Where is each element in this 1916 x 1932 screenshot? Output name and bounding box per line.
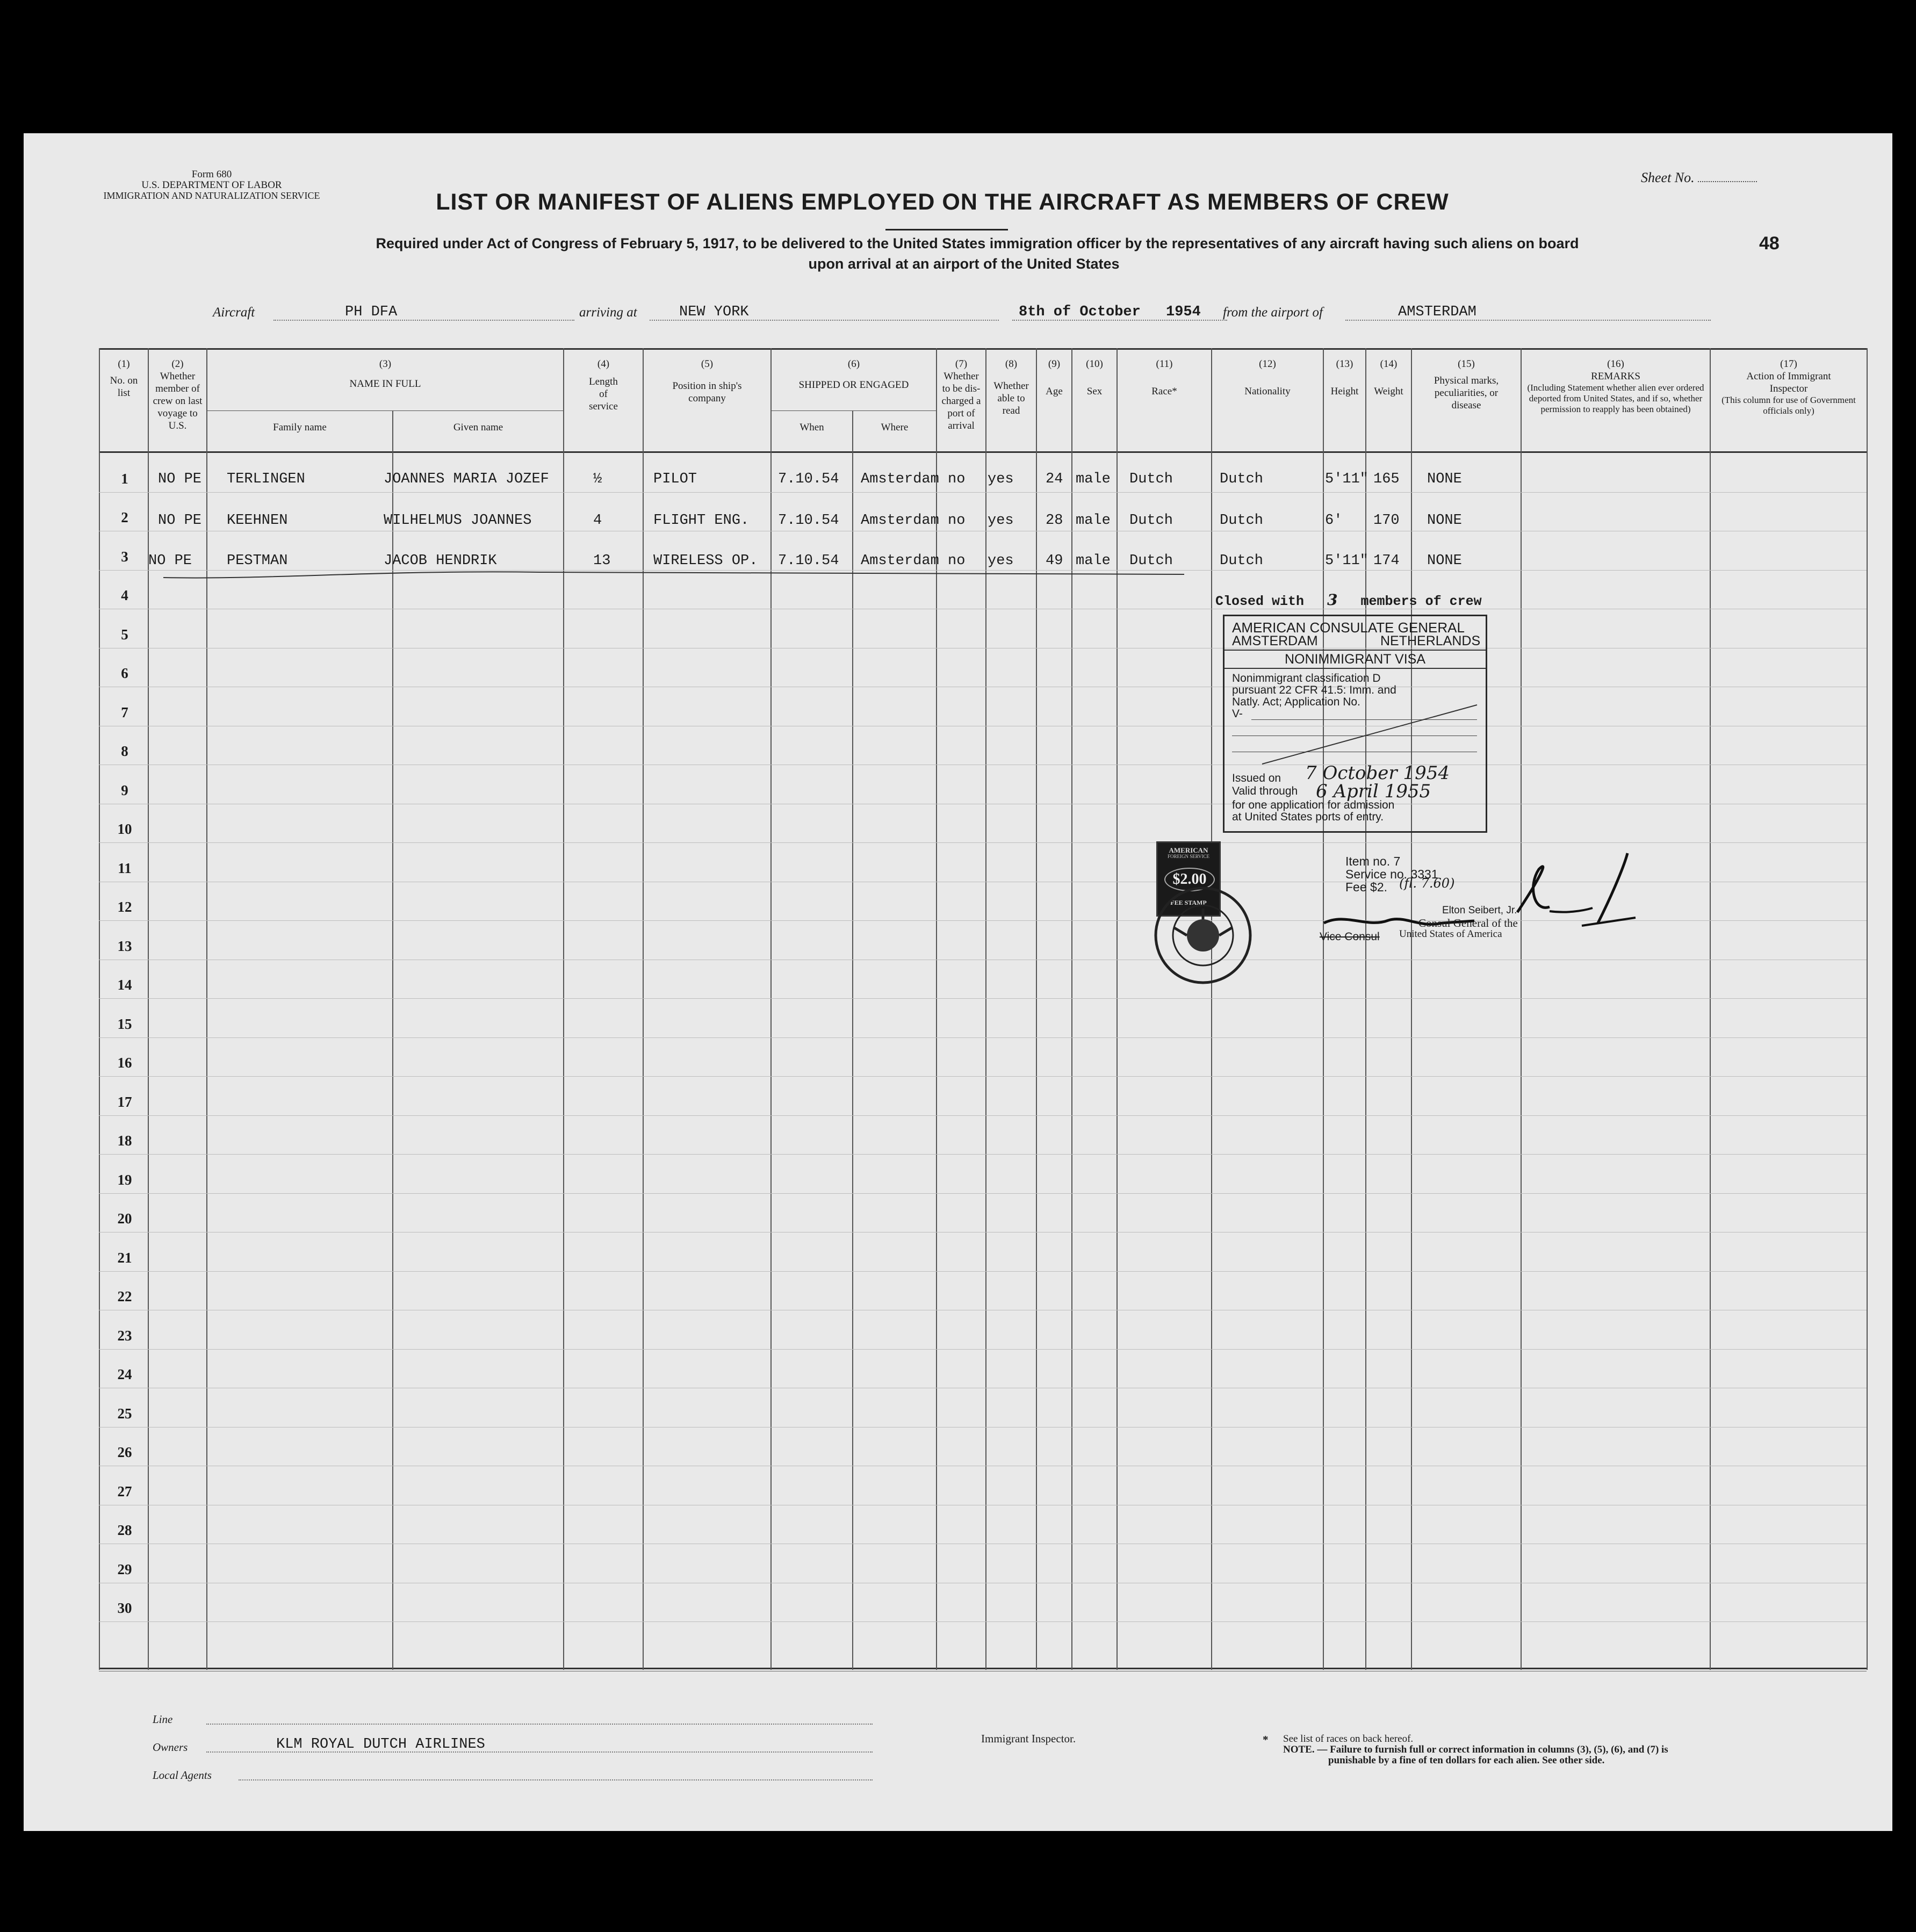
- sheet-label: Sheet No.: [1641, 170, 1695, 185]
- col-12-number: (12): [1259, 358, 1276, 370]
- nationality-cell: Dutch: [1220, 471, 1264, 487]
- table-bottom-rule: [99, 1668, 1867, 1669]
- issued-on-label: Issued on: [1232, 772, 1281, 784]
- position-cell: FLIGHT ENG.: [653, 513, 750, 529]
- able-to-read-cell: yes: [988, 553, 1014, 569]
- aircraft-value: PH DFA: [345, 304, 398, 320]
- col-15-number: (15): [1458, 358, 1475, 370]
- given-name-cell: WILHELMUS JOANNES: [384, 513, 532, 529]
- col-rule: [643, 348, 644, 1670]
- row-number: 14: [117, 977, 132, 993]
- col-3a-label: Family name: [273, 422, 327, 433]
- shipped-where-cell: Amsterdam: [861, 513, 939, 529]
- col-rule: [99, 348, 100, 1670]
- col-11-header: [1118, 358, 1211, 398]
- row-number: 5: [121, 626, 128, 643]
- col-17-label: Action of Immigrant Inspector: [1746, 371, 1831, 394]
- aircraft-dotline: [273, 320, 574, 321]
- row-rule: [99, 492, 1867, 493]
- family-name-cell: TERLINGEN: [227, 471, 305, 487]
- consulate-country: NETHERLANDS: [1380, 633, 1481, 648]
- consul-title: Consul General of the: [1418, 917, 1518, 929]
- row-number: 20: [117, 1210, 132, 1227]
- row-number: 4: [121, 587, 128, 603]
- row-number: 22: [117, 1288, 132, 1304]
- row-number: 18: [117, 1133, 132, 1149]
- able-to-read-cell: yes: [988, 471, 1014, 487]
- from-label: from the airport of: [1223, 305, 1323, 320]
- nationality-cell: Dutch: [1220, 553, 1264, 569]
- col-12-label: Nationality: [1244, 386, 1291, 397]
- col-10-label: Sex: [1086, 386, 1103, 397]
- name-subheader-rule: [206, 410, 563, 411]
- members-of-crew-label: members of crew: [1360, 594, 1482, 609]
- consulate-city: AMSTERDAM: [1232, 633, 1318, 648]
- row-number: 13: [117, 938, 132, 954]
- row-number: 3: [121, 548, 128, 565]
- issued-on-date: 7 October 1954: [1305, 762, 1450, 784]
- col-9-number: (9): [1048, 358, 1061, 370]
- col-10-number: (10): [1086, 358, 1103, 370]
- col-4-label: Length of service: [589, 376, 618, 412]
- col-9-header: [1037, 358, 1071, 398]
- shipped-when-cell: 7.10.54: [778, 553, 839, 569]
- aircraft-label: Aircraft: [213, 305, 255, 320]
- row-rule: [99, 998, 1867, 999]
- col-8-label: Whether able to read: [993, 380, 1029, 416]
- col-rule: [936, 348, 937, 1670]
- races-note: See list of races on back hereof.: [1283, 1733, 1414, 1744]
- length-of-service-cell: 13: [593, 553, 611, 569]
- row-rule: [99, 1271, 1867, 1272]
- col-13-number: (13): [1336, 358, 1353, 370]
- race-cell: Dutch: [1129, 471, 1173, 487]
- row-number: 9: [121, 782, 128, 798]
- length-of-service-cell: 4: [593, 513, 602, 529]
- row-rule: [99, 842, 1867, 843]
- valid-through-label: Valid through: [1232, 785, 1298, 797]
- row-number: 15: [117, 1015, 132, 1032]
- height-cell: 6': [1325, 513, 1343, 529]
- col-13-label: Height: [1330, 386, 1359, 397]
- visa-type: NONIMMIGRANT VISA: [1284, 652, 1426, 667]
- col-rule: [852, 410, 853, 1670]
- col-17-number: (17): [1780, 358, 1797, 370]
- item-number: Item no. 7: [1345, 854, 1401, 868]
- col-rule: [1867, 348, 1868, 1670]
- col-4-number: (4): [597, 358, 610, 370]
- col-14-number: (14): [1380, 358, 1398, 370]
- from-value: AMSTERDAM: [1398, 304, 1476, 320]
- subtitle-line-1: Required under Act of Congress of February 5, 1917, to be delivered to the United States immigration officer by the representatives of any aircraft having such aliens on board: [376, 235, 1579, 251]
- col-rule: [1036, 348, 1037, 1670]
- row-number: 21: [117, 1249, 132, 1266]
- family-name-cell: PESTMAN: [227, 553, 288, 569]
- visa-ports-note: at United States ports of entry.: [1232, 811, 1384, 823]
- given-name-cell: JACOB HENDRIK: [384, 553, 497, 569]
- col-16-note: (Including Statement whether alien ever ordered deported from United States, and if so, whether permission to reapply has been obtained): [1527, 383, 1704, 414]
- arriving-value: NEW YORK: [679, 304, 749, 320]
- page-number: 48: [1759, 233, 1780, 254]
- fee-stamp-value: $2.00: [1164, 868, 1215, 891]
- row-number: 29: [117, 1561, 132, 1577]
- stamp-rule: [1224, 668, 1486, 669]
- visa-number-prefix: V-: [1232, 708, 1243, 720]
- col-5-header: [644, 358, 770, 405]
- col-1-header: [100, 358, 148, 399]
- prev-voyage-cell: NO PE: [148, 553, 192, 569]
- col-3-label: NAME IN FULL: [349, 378, 421, 390]
- penalty-note-1: NOTE. — Failure to furnish full or correct information in columns (3), (5), (6), and (7) is: [1283, 1744, 1668, 1755]
- col-6-label: SHIPPED OR ENGAGED: [798, 379, 909, 391]
- col-9-label: Age: [1046, 386, 1063, 397]
- form-title: LIST OR MANIFEST OF ALIENS EMPLOYED ON THE AIRCRAFT AS MEMBERS OF CREW: [436, 189, 1449, 215]
- visa-validity-note: for one application for admission: [1232, 799, 1395, 811]
- col-17-note: (This column for use of Government officials only): [1721, 395, 1856, 416]
- col-1-number: (1): [118, 358, 130, 370]
- weight-cell: 174: [1373, 553, 1400, 569]
- col-3-number: (3): [379, 358, 392, 370]
- col-rule: [1365, 348, 1366, 1670]
- row-number: 26: [117, 1444, 132, 1460]
- row-rule: [99, 1349, 1867, 1350]
- physical-marks-cell: NONE: [1427, 513, 1462, 529]
- arrival-date: 8th of October: [1019, 304, 1141, 320]
- manifest-sheet: [24, 133, 1892, 1831]
- col-7-number: (7): [955, 358, 968, 370]
- height-cell: 5'11": [1325, 553, 1369, 569]
- race-cell: Dutch: [1129, 553, 1173, 569]
- position-cell: PILOT: [653, 471, 697, 487]
- agents-dotline: [239, 1779, 873, 1780]
- row-number: 2: [121, 509, 128, 525]
- col-5-number: (5): [701, 358, 714, 370]
- row-rule: [99, 1621, 1867, 1622]
- subtitle-line-2: upon arrival at an airport of the United States: [808, 256, 1120, 272]
- col-8-header: [986, 358, 1036, 417]
- row-rule: [99, 1154, 1867, 1155]
- col-11-label: Race*: [1151, 386, 1177, 397]
- row-number: 11: [118, 860, 132, 876]
- col-11-number: (11): [1156, 358, 1173, 370]
- col-rule: [1710, 348, 1711, 1670]
- col-rule: [1211, 348, 1212, 1670]
- sex-cell: male: [1076, 471, 1111, 487]
- fee-stamp-bottom: FEE STAMP: [1170, 899, 1207, 906]
- col-rule: [1323, 348, 1324, 1670]
- arriving-label: arriving at: [579, 305, 637, 320]
- local-agents-label: Local Agents: [153, 1769, 212, 1782]
- col-rule: [206, 348, 207, 1670]
- age-cell: 49: [1046, 553, 1063, 569]
- col-rule: [1071, 348, 1072, 1670]
- discharged-cell: no: [948, 553, 966, 569]
- service-number: Service no. 3331: [1345, 867, 1438, 881]
- col-2-label: Whether member of crew on last voyage to U.S.: [153, 371, 203, 431]
- height-cell: 5'11": [1325, 471, 1369, 487]
- col-6-number: (6): [847, 358, 860, 370]
- fee-amount: Fee $2.: [1345, 880, 1387, 894]
- discharged-cell: no: [948, 471, 966, 487]
- row-number: 24: [117, 1366, 132, 1382]
- closed-with-text: [1215, 591, 1482, 609]
- row-number: 16: [117, 1055, 132, 1071]
- stamp-cross-out: [1257, 702, 1482, 767]
- row-rule: [99, 1115, 1867, 1116]
- stamp-rule: [1224, 650, 1486, 651]
- visa-classification: Nonimmigrant classification D: [1232, 672, 1381, 684]
- sex-cell: male: [1076, 513, 1111, 529]
- fee-stamp-top: AMERICAN: [1169, 846, 1208, 854]
- col-13-header: [1324, 358, 1365, 398]
- col-12-header: [1212, 358, 1323, 398]
- col-rule: [770, 348, 772, 1670]
- col-6b-label: Where: [881, 422, 909, 433]
- row-number: 19: [117, 1171, 132, 1188]
- col-1-label: No. on list: [110, 375, 138, 399]
- service-name: IMMIGRATION AND NATURALIZATION SERVICE: [103, 190, 320, 201]
- col-14-label: Weight: [1374, 386, 1403, 397]
- col-8-number: (8): [1005, 358, 1018, 370]
- given-name-cell: JOANNES MARIA JOZEF: [384, 471, 549, 487]
- row-rule: [99, 1076, 1867, 1077]
- col-16-number: (16): [1607, 358, 1624, 370]
- row-number: 27: [117, 1483, 132, 1500]
- able-to-read-cell: yes: [988, 513, 1014, 529]
- row-rule: [99, 1193, 1867, 1194]
- owners-label: Owners: [153, 1741, 188, 1754]
- row-number: 12: [117, 899, 132, 915]
- row-number: 25: [117, 1405, 132, 1422]
- row-number: 6: [121, 665, 128, 681]
- physical-marks-cell: NONE: [1427, 471, 1462, 487]
- row-number: 7: [121, 704, 128, 720]
- col-15-header: [1412, 358, 1521, 412]
- sheet-number-label: [1641, 170, 1757, 186]
- shipped-when-cell: 7.10.54: [778, 471, 839, 487]
- penalty-note-2: punishable by a fine of ten dollars for each alien. See other side.: [1328, 1755, 1605, 1766]
- col-15-label: Physical marks, peculiarities, or disease: [1434, 375, 1499, 411]
- family-name-cell: KEEHNEN: [227, 513, 288, 529]
- usa-label: United States of America: [1399, 928, 1502, 940]
- row-number: 17: [117, 1093, 132, 1110]
- crew-count: 3: [1327, 591, 1338, 609]
- col-rule: [148, 348, 149, 1670]
- weight-cell: 165: [1373, 471, 1400, 487]
- visa-application-label: Natly. Act; Application No.: [1232, 696, 1360, 708]
- title-rule: [885, 229, 1008, 230]
- line-dotline: [206, 1724, 873, 1725]
- position-cell: WIRELESS OP.: [653, 553, 758, 569]
- form-number: Form 680: [191, 169, 232, 180]
- row-number: 1: [121, 470, 128, 487]
- col-rule: [563, 348, 564, 1670]
- col-3b-label: Given name: [453, 422, 503, 433]
- col-rule: [392, 410, 393, 1670]
- col-14-header: [1366, 358, 1411, 398]
- col-2-number: (2): [171, 358, 184, 370]
- col-7-label: Whether to be dis-charged a port of arrival: [941, 371, 981, 431]
- col-rule: [985, 348, 986, 1670]
- consulate-name: AMERICAN CONSULATE GENERAL: [1232, 619, 1465, 636]
- prev-voyage-cell: NO PE: [158, 471, 202, 487]
- weight-cell: 170: [1373, 513, 1400, 529]
- col-4-header: [564, 358, 643, 413]
- col-6a-label: When: [799, 422, 824, 433]
- race-cell: Dutch: [1129, 513, 1173, 529]
- length-of-service-cell: ½: [593, 471, 602, 487]
- department-name: U.S. DEPARTMENT OF LABOR: [141, 179, 282, 191]
- shipped-where-cell: Amsterdam: [861, 471, 939, 487]
- visa-regulation: pursuant 22 CFR 41.5: Imm. and: [1232, 684, 1396, 696]
- col-5-label: Position in ship's company: [672, 380, 742, 404]
- age-cell: 28: [1046, 513, 1063, 529]
- shipped-where-cell: Amsterdam: [861, 553, 939, 569]
- valid-through-date: 6 April 1955: [1316, 781, 1431, 802]
- col-17-header: [1711, 358, 1867, 416]
- row-number: 8: [121, 743, 128, 759]
- row-number: 28: [117, 1522, 132, 1538]
- nonimmigrant-visa-stamp: [1223, 615, 1487, 833]
- shipped-when-cell: 7.10.54: [778, 513, 839, 529]
- age-cell: 24: [1046, 471, 1063, 487]
- row-3-strike-line: [163, 566, 1184, 582]
- col-7-header: [937, 358, 985, 432]
- consul-name: Elton Seibert, Jr.: [1442, 905, 1517, 916]
- col-10-header: [1072, 358, 1117, 398]
- consulate-seal: [1152, 884, 1254, 986]
- row-number: 23: [117, 1327, 132, 1344]
- table-top-rule: [99, 348, 1867, 350]
- col-6-header: [772, 358, 936, 391]
- note-star: *: [1263, 1733, 1269, 1746]
- shipped-subheader-rule: [770, 410, 936, 411]
- col-2-header: [149, 358, 206, 432]
- closed-with-label: Closed with: [1215, 594, 1305, 609]
- col-rule: [1117, 348, 1118, 1670]
- row-rule: [99, 1037, 1867, 1038]
- owners-value: KLM ROYAL DUTCH AIRLINES: [276, 1736, 485, 1753]
- immigrant-inspector-label: Immigrant Inspector.: [981, 1732, 1076, 1745]
- prev-voyage-cell: NO PE: [158, 513, 202, 529]
- physical-marks-cell: NONE: [1427, 553, 1462, 569]
- col-rule: [1411, 348, 1412, 1670]
- vice-consul-label: Vice Consul: [1320, 931, 1380, 943]
- fee-stamp-service: FOREIGN SERVICE: [1167, 854, 1210, 859]
- row-number: 30: [117, 1600, 132, 1616]
- arrival-year: 1954: [1166, 304, 1201, 320]
- col-3-header: [207, 358, 563, 390]
- sex-cell: male: [1076, 553, 1111, 569]
- col-rule: [1521, 348, 1522, 1670]
- row-rule: [99, 1427, 1867, 1428]
- discharged-cell: no: [948, 513, 966, 529]
- row-number: 10: [117, 821, 132, 837]
- line-label: Line: [153, 1713, 173, 1726]
- fee-florins: (fl. 7.60): [1399, 876, 1455, 891]
- header-bottom-rule: [99, 451, 1867, 453]
- col-16-header: [1522, 358, 1710, 415]
- nationality-cell: Dutch: [1220, 513, 1264, 529]
- col-16-label: REMARKS: [1591, 371, 1640, 382]
